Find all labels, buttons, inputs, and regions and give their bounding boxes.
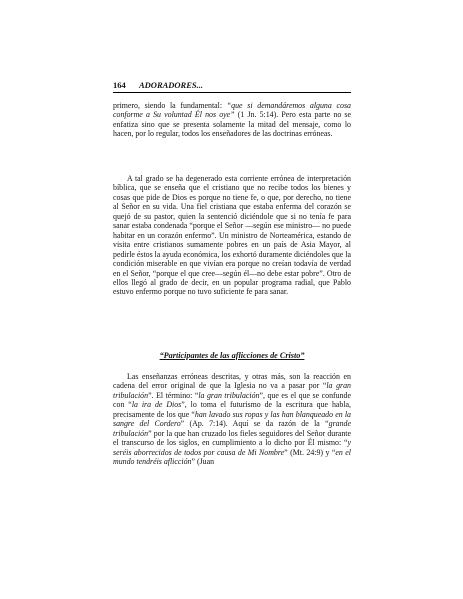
para3-e: ”, que es el que se confunde con “ <box>113 390 352 410</box>
para3-c: ”. El término: “ <box>148 390 199 400</box>
para3-j: grande tribulación <box>113 419 351 438</box>
para3-d: la gran tribulación <box>198 390 260 400</box>
section-heading <box>113 350 351 361</box>
para3-l: y seréis aborrecidos de todos por causa de Mi Nombre <box>113 438 351 457</box>
running-title: ADORADORES... <box>139 80 204 90</box>
section-heading-text: “Participantes de las aflicciones de Cristo” <box>159 351 305 360</box>
para3-n: en el mundo tendréis aflicción <box>113 447 351 467</box>
para1-quote: “que si demandáremos alguna cosa conforme a Su voluntad Él nos oye” <box>113 101 351 120</box>
para3-g: ”, lo toma el futurismo de la escritura que habla, precisamente de los que “ <box>113 400 352 419</box>
para3-o: ” (Juan <box>191 457 215 467</box>
para3-a: Las enseñanzas erróneas descritas, y otras más, son la reacción en cadena del error original de que la Iglesia no va a pasar por “ <box>113 372 351 391</box>
para3-f: la ira de Dios <box>131 400 182 410</box>
paragraph-3 <box>113 372 351 467</box>
paragraph-1 <box>113 101 351 139</box>
para3-b: la gran tribulación <box>113 381 351 400</box>
para3-i: ” (Ap. 7:14). Aquí se da razón de la “ <box>180 419 329 429</box>
para1-text-c: (1 Jn. 5:14). Pero esta parte no se enfatiza sino que se presenta solamente la mitad del mensaje, como lo hacen, por lo regular, todos los enseñadores de las doctrinas erróneas. <box>113 110 352 139</box>
running-header <box>113 80 351 93</box>
page-number: 164 <box>113 80 126 90</box>
para3-m: ” (Mt. 24:9) y “ <box>284 447 336 457</box>
para3-k: ” por la que han cruzado los fieles seguidores del Señor durante el transcurso de los siglos, en cumplimiento a lo dicho por Él mismo: “ <box>113 428 351 448</box>
para3-h: han lavado sus ropas y las han blanqueado en la sangre del Cordero <box>113 409 351 429</box>
paragraph-2 <box>113 174 351 297</box>
para2-text: A tal grado se ha degenerado esta corriente errónea de interpretación bíblica, que se enseña que el cristiano que no recibe todos los bienes y cosas que pide de Dios es porque no tiene fe, o que, por derecho, no tiene al Señor en su vida. Una fiel cristiana que estaba enferma del corazón se quejó de su pastor, quien la sentenció diciéndole que si no tenía fe para sanar estaba condenada “porque el Señor —según ese ministro— no puede habitar en un corazón enfermo”. Un ministro de Norteamérica, estando de visita entre cristianos sumamente pobres en un país de Asia Mayor, al pedirle éstos la ayuda económica, los exhortó duramente diciéndoles que la condición miserable en que vivían era porque no creían todavía de verdad en el Señor, “porque el que cree—según él—no debe estar pobre”. Otro de ellos llegó al grado de decir, en un popular programa radial, que Pablo estuvo enfermo porque no tuvo suficiente fe para sanar. <box>113 174 351 297</box>
para1-text-a: primero, siendo la fundamental: <box>113 101 227 110</box>
